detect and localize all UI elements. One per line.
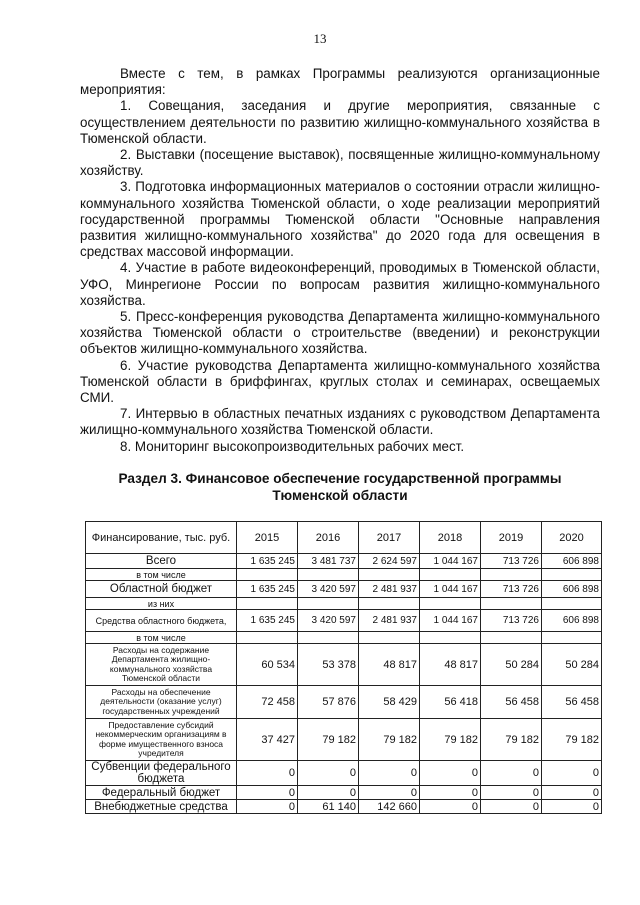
row-label: Федеральный бюджет [86, 786, 237, 800]
row-value: 58 429 [359, 686, 420, 719]
paragraph-item-6: 6. Участие руководства Департамента жилищно-коммунального хозяйства Тюменской области в бриффингах, круглых столах и семинарах, освещаемых СМИ. [80, 357, 600, 406]
header-year: 2017 [359, 522, 420, 554]
row-label: Средства областного бюджета, [86, 610, 237, 632]
table-row [86, 761, 602, 786]
paragraph-item-1: 1. Совещания, заседания и другие мероприятия, связанные с осуществлением деятельности по развитию жилищно-коммунального хозяйства в Тюменской области. [80, 98, 600, 146]
row-value [481, 632, 542, 644]
row-value: 1 635 245 [237, 554, 298, 569]
row-value: 48 817 [359, 644, 420, 686]
row-value: 1 635 245 [237, 581, 298, 598]
row-label: в том числе [86, 569, 237, 581]
row-value: 0 [481, 761, 542, 786]
table-row [86, 610, 602, 632]
row-value: 0 [481, 800, 542, 814]
section-title-line-1: Раздел 3. Финансовое обеспечение государственной программы [118, 471, 562, 486]
table-row [86, 644, 602, 686]
row-value: 606 898 [542, 581, 602, 598]
row-value [237, 632, 298, 644]
row-label: Субвенции федерального бюджета [86, 761, 237, 786]
row-value: 56 458 [481, 686, 542, 719]
row-value: 606 898 [542, 610, 602, 632]
row-value [237, 569, 298, 581]
row-value: 60 534 [237, 644, 298, 686]
row-value [542, 632, 602, 644]
row-value: 0 [237, 786, 298, 800]
paragraph-intro: Вместе с тем, в рамках Программы реализуются организационные мероприятия: [80, 66, 600, 98]
row-value: 713 726 [481, 581, 542, 598]
row-value: 0 [420, 800, 481, 814]
row-value: 606 898 [542, 554, 602, 569]
row-value: 1 044 167 [420, 610, 481, 632]
table-row [86, 554, 602, 569]
table-row [86, 632, 602, 644]
row-value: 1 635 245 [237, 610, 298, 632]
row-value: 0 [237, 800, 298, 814]
row-value: 48 817 [420, 644, 481, 686]
row-value [420, 632, 481, 644]
table-row [86, 800, 602, 814]
header-year: 2019 [481, 522, 542, 554]
row-value: 0 [481, 786, 542, 800]
section-title-line-2: Тюменской области [272, 488, 408, 503]
body-text [80, 66, 600, 455]
row-value: 2 624 597 [359, 554, 420, 569]
row-value [359, 569, 420, 581]
row-value: 0 [542, 786, 602, 800]
header-financing-label: Финансирование, тыс. руб. [86, 522, 237, 554]
row-value: 0 [542, 800, 602, 814]
row-value: 79 182 [298, 719, 359, 761]
paragraph-item-7: 7. Интервью в областных печатных изданиях с руководством Департамента жилищно-коммунального хозяйства Тюменской области. [80, 406, 600, 438]
row-value [542, 569, 602, 581]
table-header-row [86, 522, 602, 554]
section-title [80, 470, 600, 504]
row-value: 79 182 [542, 719, 602, 761]
table-row [86, 598, 602, 610]
paragraph-item-8: 8. Мониторинг высокопроизводительных рабочих мест. [120, 438, 465, 454]
row-value: 72 458 [237, 686, 298, 719]
row-value: 37 427 [237, 719, 298, 761]
row-value: 79 182 [420, 719, 481, 761]
row-label: Областной бюджет [86, 581, 237, 598]
row-value: 0 [542, 761, 602, 786]
row-value: 56 418 [420, 686, 481, 719]
row-value [359, 598, 420, 610]
header-year: 2020 [542, 522, 602, 554]
row-value: 0 [420, 786, 481, 800]
page-number: 13 [313, 31, 327, 46]
table-row [86, 719, 602, 761]
row-value: 713 726 [481, 610, 542, 632]
paragraph-item-5: 5. Пресс-конференция руководства Департамента жилищно-коммунального хозяйства Тюменской области о строительстве (введении) и реконструкции объектов жилищно-коммунального хозяйства. [80, 309, 600, 357]
row-value: 57 876 [298, 686, 359, 719]
row-value: 1 044 167 [420, 554, 481, 569]
row-value: 0 [298, 761, 359, 786]
row-value: 1 044 167 [420, 581, 481, 598]
table-row [86, 786, 602, 800]
row-value: 79 182 [481, 719, 542, 761]
row-label: Расходы на содержание Департамента жилищно-коммунального хозяйства Тюменской области [86, 644, 237, 686]
row-value [542, 598, 602, 610]
row-value: 0 [237, 761, 298, 786]
row-value: 142 660 [359, 800, 420, 814]
row-label: Предоставление субсидий некоммерческим организациям в форме имущественного взноса учредителя [86, 719, 237, 761]
row-value [420, 598, 481, 610]
row-value: 56 458 [542, 686, 602, 719]
row-value: 0 [359, 786, 420, 800]
row-label: Расходы на обеспечение деятельности (оказание услуг) государственных учреждений [86, 686, 237, 719]
row-value: 50 284 [481, 644, 542, 686]
financing-table [85, 521, 602, 814]
row-value: 53 378 [298, 644, 359, 686]
row-value [237, 598, 298, 610]
table-row [86, 686, 602, 719]
header-year: 2018 [420, 522, 481, 554]
row-value [420, 569, 481, 581]
row-value: 0 [420, 761, 481, 786]
row-value [298, 632, 359, 644]
row-label: из них [86, 598, 237, 610]
header-year: 2016 [298, 522, 359, 554]
row-value [481, 598, 542, 610]
row-value: 61 140 [298, 800, 359, 814]
row-value: 713 726 [481, 554, 542, 569]
row-value [298, 598, 359, 610]
row-value: 2 481 937 [359, 610, 420, 632]
table-row [86, 569, 602, 581]
paragraph-item-2: 2. Выставки (посещение выставок), посвященные жилищно-коммунальному хозяйству. [80, 147, 600, 179]
paragraph-item-4: 4. Участие в работе видеоконференций, проводимых в Тюменской области, УФО, Минрегионе России по вопросам развития жилищно-коммунального хозяйства. [80, 260, 600, 308]
row-value [298, 569, 359, 581]
header-year: 2015 [237, 522, 298, 554]
paragraph-item-3: 3. Подготовка информационных материалов о состоянии отрасли жилищно-коммунального хозяйства Тюменской области, о ходе реализации мероприятий государственной программы Тюменской области "Основные направления развития жилищно-коммунального хозяйства" до 2020 года для освещения в средствах массовой информации. [80, 179, 600, 260]
row-value: 2 481 937 [359, 581, 420, 598]
row-value: 3 420 597 [298, 610, 359, 632]
row-value: 3 420 597 [298, 581, 359, 598]
row-value: 0 [298, 786, 359, 800]
row-value: 79 182 [359, 719, 420, 761]
row-label: Всего [86, 554, 237, 569]
row-value [481, 569, 542, 581]
row-value: 50 284 [542, 644, 602, 686]
row-value: 3 481 737 [298, 554, 359, 569]
row-value: 0 [359, 761, 420, 786]
row-value [359, 632, 420, 644]
row-label: Внебюджетные средства [86, 800, 237, 814]
row-label: в том числе [86, 632, 237, 644]
table-row [86, 581, 602, 598]
